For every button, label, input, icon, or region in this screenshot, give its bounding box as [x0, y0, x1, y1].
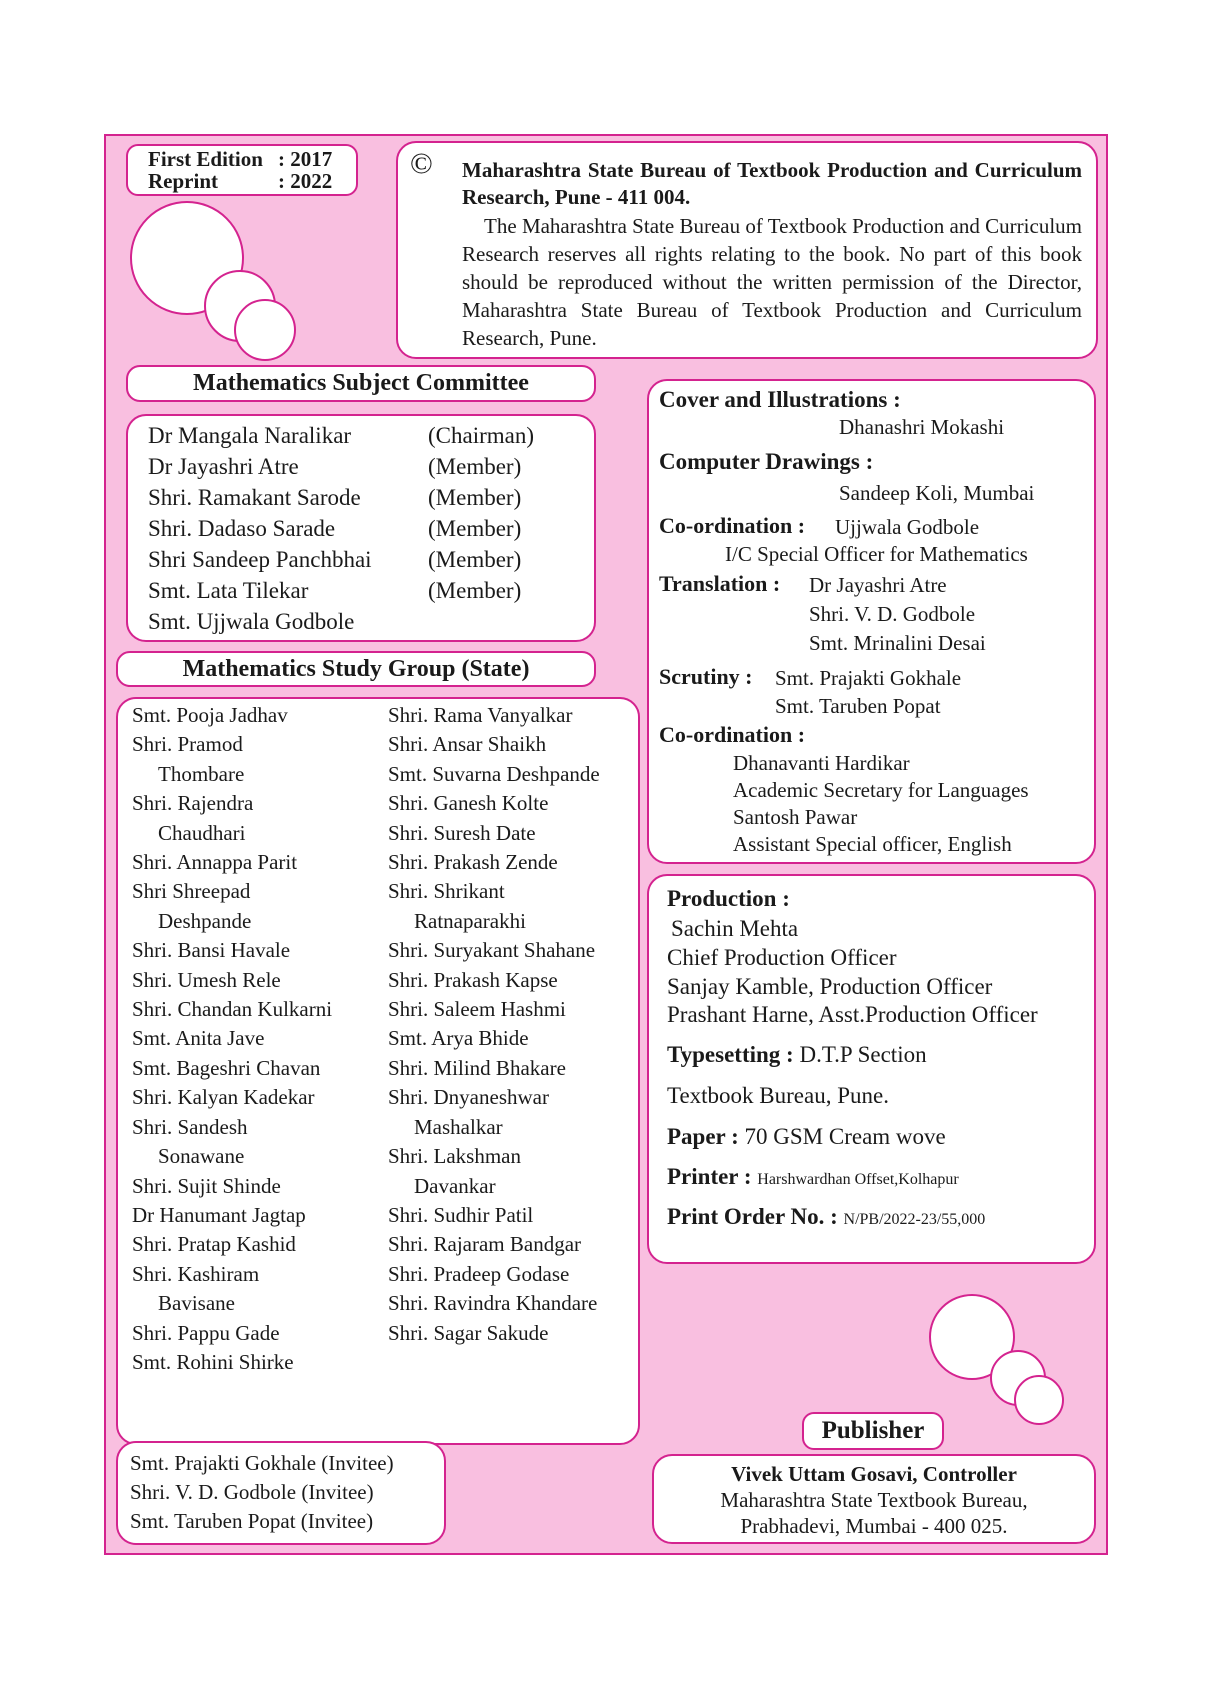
- scrutiny-name: Smt. Prajakti Gokhale: [775, 666, 962, 690]
- subject-committee-title-box: [126, 365, 596, 402]
- typesetting-value: D.T.P Section: [799, 1042, 927, 1067]
- study-group-member: Shri. Rajendra: [132, 791, 254, 816]
- invitee: Shri. V. D. Godbole (Invitee): [130, 1480, 374, 1504]
- study-group-member: Shri. Kalyan Kadekar: [132, 1085, 315, 1110]
- study-group-member: Mashalkar: [414, 1114, 503, 1139]
- translation-name: Shri. V. D. Godbole: [809, 602, 976, 626]
- committee-member-role: (Member): [428, 516, 522, 541]
- study-group-member: Shri. Sujit Shinde: [132, 1173, 281, 1198]
- translation-name: Smt. Mrinalini Desai: [809, 631, 986, 655]
- study-group-member: Shri. Kashiram: [132, 1261, 260, 1286]
- study-group-column-1: [132, 701, 332, 1377]
- reprint-value: 2022: [290, 169, 333, 193]
- coordination-role: I/C Special Officer for Mathematics: [725, 542, 1028, 566]
- study-group-member: Ratnaparakhi: [414, 908, 526, 933]
- imprint-page: [104, 134, 1108, 1555]
- scrutiny-name: Smt. Taruben Popat: [775, 694, 941, 718]
- publisher-address-1: Maharashtra State Textbook Bureau,: [720, 1488, 1028, 1512]
- production-line: Chief Production Officer: [667, 945, 897, 970]
- invitee: Smt. Taruben Popat (Invitee): [130, 1509, 374, 1533]
- study-group-member: Shri. Sudhir Patil: [388, 1202, 534, 1227]
- invitees-list: [130, 1449, 394, 1536]
- study-group-member: Shri. Saleem Hashmi: [388, 997, 566, 1022]
- committee-member-name: Dr Mangala Naralikar: [148, 423, 352, 448]
- typesetting-label: Typesetting :: [667, 1042, 794, 1067]
- translation-name: Dr Jayashri Atre: [809, 573, 947, 597]
- committee-member-name: Dr Jayashri Atre: [148, 454, 299, 479]
- edition-box: First Edition : 2017 Reprint : 2022: [126, 144, 358, 196]
- study-group-member: Shri. Lakshman: [388, 1144, 521, 1169]
- study-group-member: Shri. Pramod: [132, 732, 243, 757]
- study-group-member: Deshpande: [158, 908, 252, 933]
- drawings-name: Sandeep Koli, Mumbai: [839, 481, 1035, 505]
- study-group-member: Shri. Ganesh Kolte: [388, 791, 549, 816]
- study-group-member: Smt. Rohini Shirke: [132, 1349, 294, 1374]
- study-group-member: Shri. Prakash Kapse: [388, 967, 558, 992]
- study-group-member: Smt. Anita Jave: [132, 1026, 265, 1051]
- production-label: Production :: [667, 886, 790, 911]
- production-line: Prashant Harne, Asst.Production Officer: [667, 1002, 1038, 1027]
- study-group-member: Shri Shreepad: [132, 879, 251, 904]
- scrutiny-label: Scrutiny :: [659, 664, 753, 689]
- study-group-member: Shri. Prakash Zende: [388, 850, 558, 875]
- translation-label: Translation :: [659, 571, 781, 596]
- study-group-member: Dr Hanumant Jagtap: [132, 1202, 306, 1227]
- subject-committee-roles: [428, 420, 534, 637]
- copyright-publisher: Maharashtra State Bureau of Textbook Production and Curriculum Research, Pune - 411 004.: [462, 158, 1082, 209]
- committee-member-role: (Member): [428, 485, 522, 510]
- study-group-member: Shri. Shrikant: [388, 879, 505, 904]
- committee-member-role: (Member): [428, 547, 522, 572]
- subject-committee-names: [148, 420, 372, 637]
- study-group-member: Shri. Pradeep Godase: [388, 1261, 570, 1286]
- paper-value: 70 GSM Cream wove: [744, 1124, 946, 1149]
- committee-member-role: (Member): [428, 454, 522, 479]
- committee-member-name: Shri. Ramakant Sarode: [148, 485, 361, 510]
- study-group-member: Shri. Umesh Rele: [132, 967, 281, 992]
- study-group-member: Smt. Arya Bhide: [388, 1026, 529, 1051]
- committee-member-name: Shri. Dadaso Sarade: [148, 516, 336, 541]
- first-edition-value: 2017: [290, 147, 333, 171]
- printer-label: Printer :: [667, 1164, 752, 1189]
- paper-label: Paper :: [667, 1124, 739, 1149]
- print-order-label: Print Order No. :: [667, 1204, 838, 1229]
- committee-member-name: Smt. Ujjwala Godbole: [148, 609, 355, 634]
- printer-value: Harshwardhan Offset,Kolhapur: [757, 1171, 959, 1188]
- coordination-name: Ujjwala Godbole: [835, 515, 980, 539]
- study-group-member: Shri. Annappa Parit: [132, 850, 298, 875]
- study-group-member: Shri. Pratap Kashid: [132, 1232, 296, 1257]
- committee-member-role: (Member): [428, 578, 522, 603]
- study-group-member: Shri. Ansar Shaikh: [388, 732, 547, 757]
- publisher-name: Vivek Uttam Gosavi, Controller: [731, 1462, 1017, 1486]
- study-group-member: Sonawane: [158, 1144, 245, 1169]
- coordination-2-label: Co-ordination :: [659, 722, 806, 747]
- study-group-member: Chaudhari: [158, 820, 246, 845]
- study-group-member: Shri. Sagar Sakude: [388, 1320, 549, 1345]
- subject-committee-title: Mathematics Subject Committee: [193, 370, 529, 396]
- cover-label: Cover and Illustrations :: [659, 387, 901, 412]
- coordination-2-line: Dhanavanti Hardikar: [733, 751, 910, 775]
- copyright-notice: The Maharashtra State Bureau of Textbook Production and Curriculum Research reserves all rights relating to the book. No part of this book should be reproduced without the written permission of the Director, Maharashtra State Bureau of Textbook Production and Curriculum Research, Pune.: [462, 214, 1082, 350]
- print-order-value: N/PB/2022-23/55,000: [843, 1211, 986, 1228]
- study-group-member: Smt. Bageshri Chavan: [132, 1055, 321, 1080]
- study-group-member: Smt. Suvarna Deshpande: [388, 761, 600, 786]
- study-group-member: Smt. Pooja Jadhav: [132, 703, 288, 727]
- study-group-member: Shri. Suresh Date: [388, 820, 536, 845]
- coordination-2-line: Academic Secretary for Languages: [733, 778, 1029, 802]
- coordination-2-line: Assistant Special officer, English: [733, 832, 1012, 856]
- study-group-member: Shri. Milind Bhakare: [388, 1055, 566, 1080]
- copyright-box: [396, 141, 1098, 359]
- study-group-member: Shri. Sandesh: [132, 1114, 248, 1139]
- study-group-member: Shri. Ravindra Khandare: [388, 1291, 598, 1316]
- study-group-member: Shri. Dnyaneshwar: [388, 1085, 549, 1110]
- committee-member-name: Smt. Lata Tilekar: [148, 578, 309, 603]
- committee-member-role: (Chairman): [428, 423, 535, 448]
- committee-member-name: Shri Sandeep Panchbhai: [148, 547, 372, 572]
- invitees-box: [116, 1441, 446, 1545]
- study-group-member: Shri. Rama Vanyalkar: [388, 703, 573, 727]
- publisher-box: [652, 1454, 1096, 1544]
- publisher-title: Publisher: [821, 1417, 925, 1444]
- study-group-column-2: [388, 701, 600, 1348]
- study-group-title: Mathematics Study Group (State): [182, 655, 530, 682]
- drawings-label: Computer Drawings :: [659, 449, 874, 474]
- study-group-member: Shri. Suryakant Shahane: [388, 938, 596, 963]
- reprint-label: Reprint: [148, 169, 218, 193]
- first-edition-label: First Edition: [148, 147, 263, 171]
- study-group-member: Shri. Chandan Kulkarni: [132, 997, 333, 1022]
- credits-box: [647, 379, 1096, 864]
- study-group-member: Bavisane: [158, 1291, 235, 1316]
- study-group-member: Shri. Pappu Gade: [132, 1320, 280, 1345]
- study-group-member: Shri. Bansi Havale: [132, 938, 291, 963]
- typesetting-value-2: Textbook Bureau, Pune.: [667, 1083, 889, 1108]
- study-group-box: [116, 697, 640, 1445]
- production-line: Sanjay Kamble, Production Officer: [667, 974, 993, 999]
- study-group-member: Davankar: [414, 1173, 496, 1198]
- study-group-member: Thombare: [158, 761, 245, 786]
- decorative-circle-small: [1014, 1375, 1064, 1425]
- invitee: Smt. Prajakti Gokhale (Invitee): [130, 1451, 394, 1475]
- cover-name: Dhanashri Mokashi: [839, 415, 1005, 439]
- copyright-icon: ©: [410, 147, 433, 180]
- decorative-circle-small: [234, 299, 296, 361]
- production-line: Sachin Mehta: [671, 916, 799, 941]
- production-box: [647, 874, 1096, 1264]
- publisher-address-2: Prabhadevi, Mumbai - 400 025.: [740, 1514, 1008, 1538]
- study-group-member: Shri. Rajaram Bandgar: [388, 1232, 582, 1257]
- study-group-title-box: [116, 651, 596, 687]
- subject-committee-box: [126, 414, 596, 642]
- publisher-title-box: [802, 1412, 944, 1450]
- coordination-label: Co-ordination :: [659, 513, 806, 538]
- coordination-2-line: Santosh Pawar: [733, 805, 858, 829]
